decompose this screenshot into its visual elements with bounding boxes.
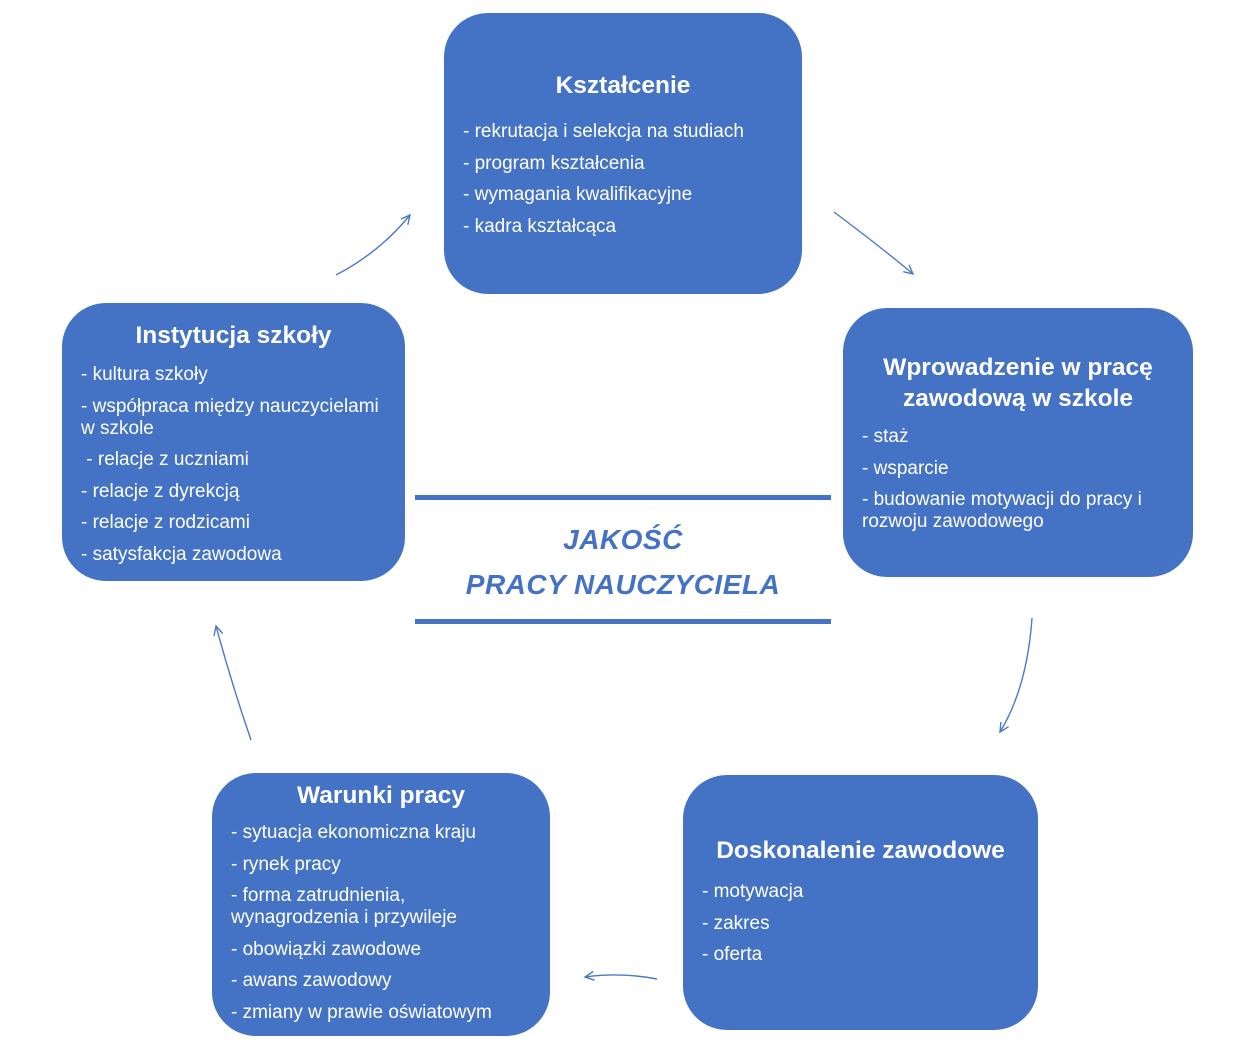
bullet-item: - rynek pracy: [231, 853, 341, 875]
center-title-line1: JAKOŚĆ: [563, 524, 683, 555]
node-warunki-items: [212, 822, 550, 1024]
bullet-item: - satysfakcja zawodowa: [81, 543, 282, 565]
bullet-item: - zakres: [702, 912, 770, 934]
center-divider-bottom: [415, 619, 831, 624]
node-wprowadzenie: [843, 308, 1193, 577]
center-title-line2: PRACY NAUCZYCIELA: [465, 569, 781, 600]
arrow-warunki-to-instytucja-icon: [216, 626, 251, 740]
center-title: [415, 517, 831, 607]
bullet-item: - sytuacja ekonomiczna kraju: [231, 822, 476, 843]
bullet-item: - staż: [862, 426, 909, 447]
arrow-wprowadzenie-to-doskonalenie-icon: [1000, 618, 1032, 732]
bullet-item: - relacje z uczniami: [81, 449, 249, 470]
bullet-item: - program kształcenia: [463, 152, 645, 174]
center-divider-top: [415, 495, 831, 500]
node-instytucja-szkoly: [62, 303, 405, 581]
node-ksztalcenie-items: [444, 121, 802, 238]
bullet-item: - relacje z rodzicami: [81, 512, 250, 533]
node-warunki-title: Warunki pracy: [297, 782, 465, 809]
bullet-item: - forma zatrudnienia, wynagrodzenia i przywileje: [231, 885, 457, 928]
bullet-item: - relacje z dyrekcją: [81, 480, 240, 502]
bullet-item: - motywacja: [702, 881, 804, 902]
arrow-instytucja-to-ksztalcenie-icon: [336, 215, 410, 275]
node-ksztalcenie-title: Kształcenie: [555, 72, 691, 99]
node-ksztalcenie: [444, 13, 802, 294]
node-wprowadzenie-items: [843, 426, 1193, 533]
bullet-item: - awans zawodowy: [231, 970, 392, 991]
bullet-item: - zmiany w prawie oświatowym: [231, 1001, 492, 1023]
bullet-item: - wymagania kwalifikacyjne: [463, 184, 693, 205]
bullet-item: - rekrutacja i selekcja na studiach: [463, 121, 744, 142]
node-instytucja-title: Instytucja szkoły: [135, 322, 332, 349]
node-doskonalenie: [683, 775, 1038, 1030]
node-warunki-pracy: [212, 773, 550, 1036]
bullet-item: - kadra kształcąca: [463, 215, 617, 237]
node-doskonalenie-title: Doskonalenie zawodowe: [716, 837, 1005, 864]
bullet-item: - kultura szkoły: [81, 364, 208, 385]
arrow-doskonalenie-to-warunki-icon: [585, 975, 657, 979]
arrow-ksztalcenie-to-wprowadzenie-icon: [834, 212, 913, 274]
bullet-item: - oferta: [702, 944, 763, 965]
node-wprowadzenie-title: Wprowadzenie w pracę zawodową w szkole: [883, 354, 1153, 412]
node-instytucja-items: [62, 364, 405, 566]
bullet-item: - wsparcie: [862, 457, 949, 479]
bullet-item: - obowiązki zawodowe: [231, 938, 422, 960]
bullet-item: - współpraca między nauczycielami w szkole: [81, 395, 385, 439]
bullet-item: - budowanie motywacji do pracy i rozwoju zawodowego: [862, 489, 1148, 532]
node-doskonalenie-items: [683, 881, 1038, 966]
